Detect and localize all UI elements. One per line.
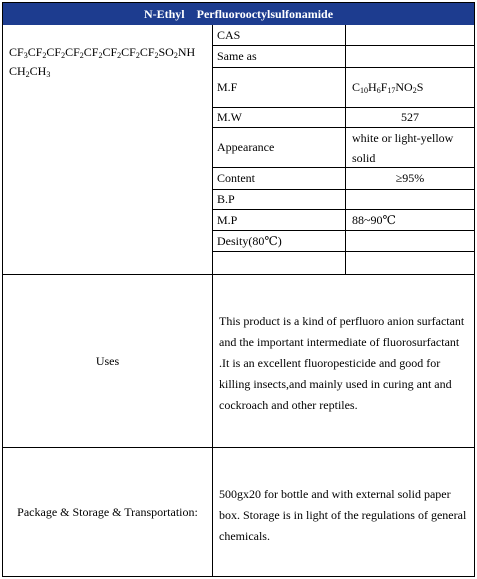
structure-cell [3,25,213,275]
uses-cell [213,275,474,448]
mf-subscript: 6 [376,86,381,95]
mf-part: F [380,80,388,94]
label-mp: M.P [213,210,346,231]
formula-part: CF [102,45,118,59]
formula-subscript: 2 [154,51,159,60]
formula-part: CF [121,45,136,59]
value-content: ≥95% [346,168,474,190]
label-same-as: Same as [213,46,346,68]
formula-part: CH [29,64,47,78]
package-label: Package & Storage & Transportation: [3,448,213,576]
formula-part: NH [177,45,196,59]
mf-subscript: 2 [412,86,417,95]
molecular-formula [352,80,423,95]
formula-subscript: 2 [25,70,30,79]
formula-part: CF [83,45,99,59]
formula-subscript: 3 [46,70,51,79]
value-cas [346,25,474,46]
mf-part: C [352,80,361,94]
mf-part: NO [395,80,413,94]
formula-subscript: 2 [61,51,66,60]
label-empty [213,252,346,275]
formula-part: CH [9,64,26,78]
uses-label: Uses [3,275,213,448]
label-appearance: Appearance [213,128,346,168]
value-empty [346,252,474,275]
mf-part: S [416,80,424,94]
value-mp: 88~90℃ [346,210,474,231]
value-same-as [346,46,474,68]
formula-subscript: 3 [23,51,28,60]
label-density: Desity(80℃) [213,231,346,252]
label-content: Content [213,168,346,190]
package-cell [213,448,474,576]
label-bp: B.P [213,190,346,210]
formula-part: CF [65,45,80,59]
formula-subscript: 2 [42,51,47,60]
value-bp [346,190,474,210]
formula-part: SO [158,45,174,59]
formula-subscript: 2 [173,51,178,60]
formula-subscript: 2 [79,51,84,60]
value-mw: 527 [346,108,474,128]
label-cas: CAS [213,25,346,46]
value-mf [346,68,474,108]
formula-part: CF [46,45,62,59]
mf-subscript: 10 [360,86,369,95]
table-title: N-Ethyl Perfluorooctylsulfonamide [3,3,474,25]
formula-part: CF [9,45,24,59]
value-appearance: white or light-yellow solid [346,128,474,168]
label-mf: M.F [213,68,346,108]
product-spec-table [2,2,475,577]
formula-subscript: 2 [98,51,103,60]
package-text: 500gx20 for bottle and with external solid paper box. Storage is in light of the regulations of general chemicals. [219,487,467,543]
formula-subscript: 2 [135,51,140,60]
formula-part: CF [27,45,43,59]
formula-subscript: 2 [117,51,122,60]
uses-text: This product is a kind of perfluoro anion surfactant and the important intermediate of fluorosurfactant .It is an excellent fluoropesticide and good for killing insects,and mainly used in curing ant and cockroach and other reptiles. [219,314,465,412]
structural-formula [9,43,213,81]
label-mw: M.W [213,108,346,128]
mf-subscript: 17 [387,86,396,95]
mf-part: H [368,80,377,94]
value-density [346,231,474,252]
formula-part: CF [139,45,155,59]
